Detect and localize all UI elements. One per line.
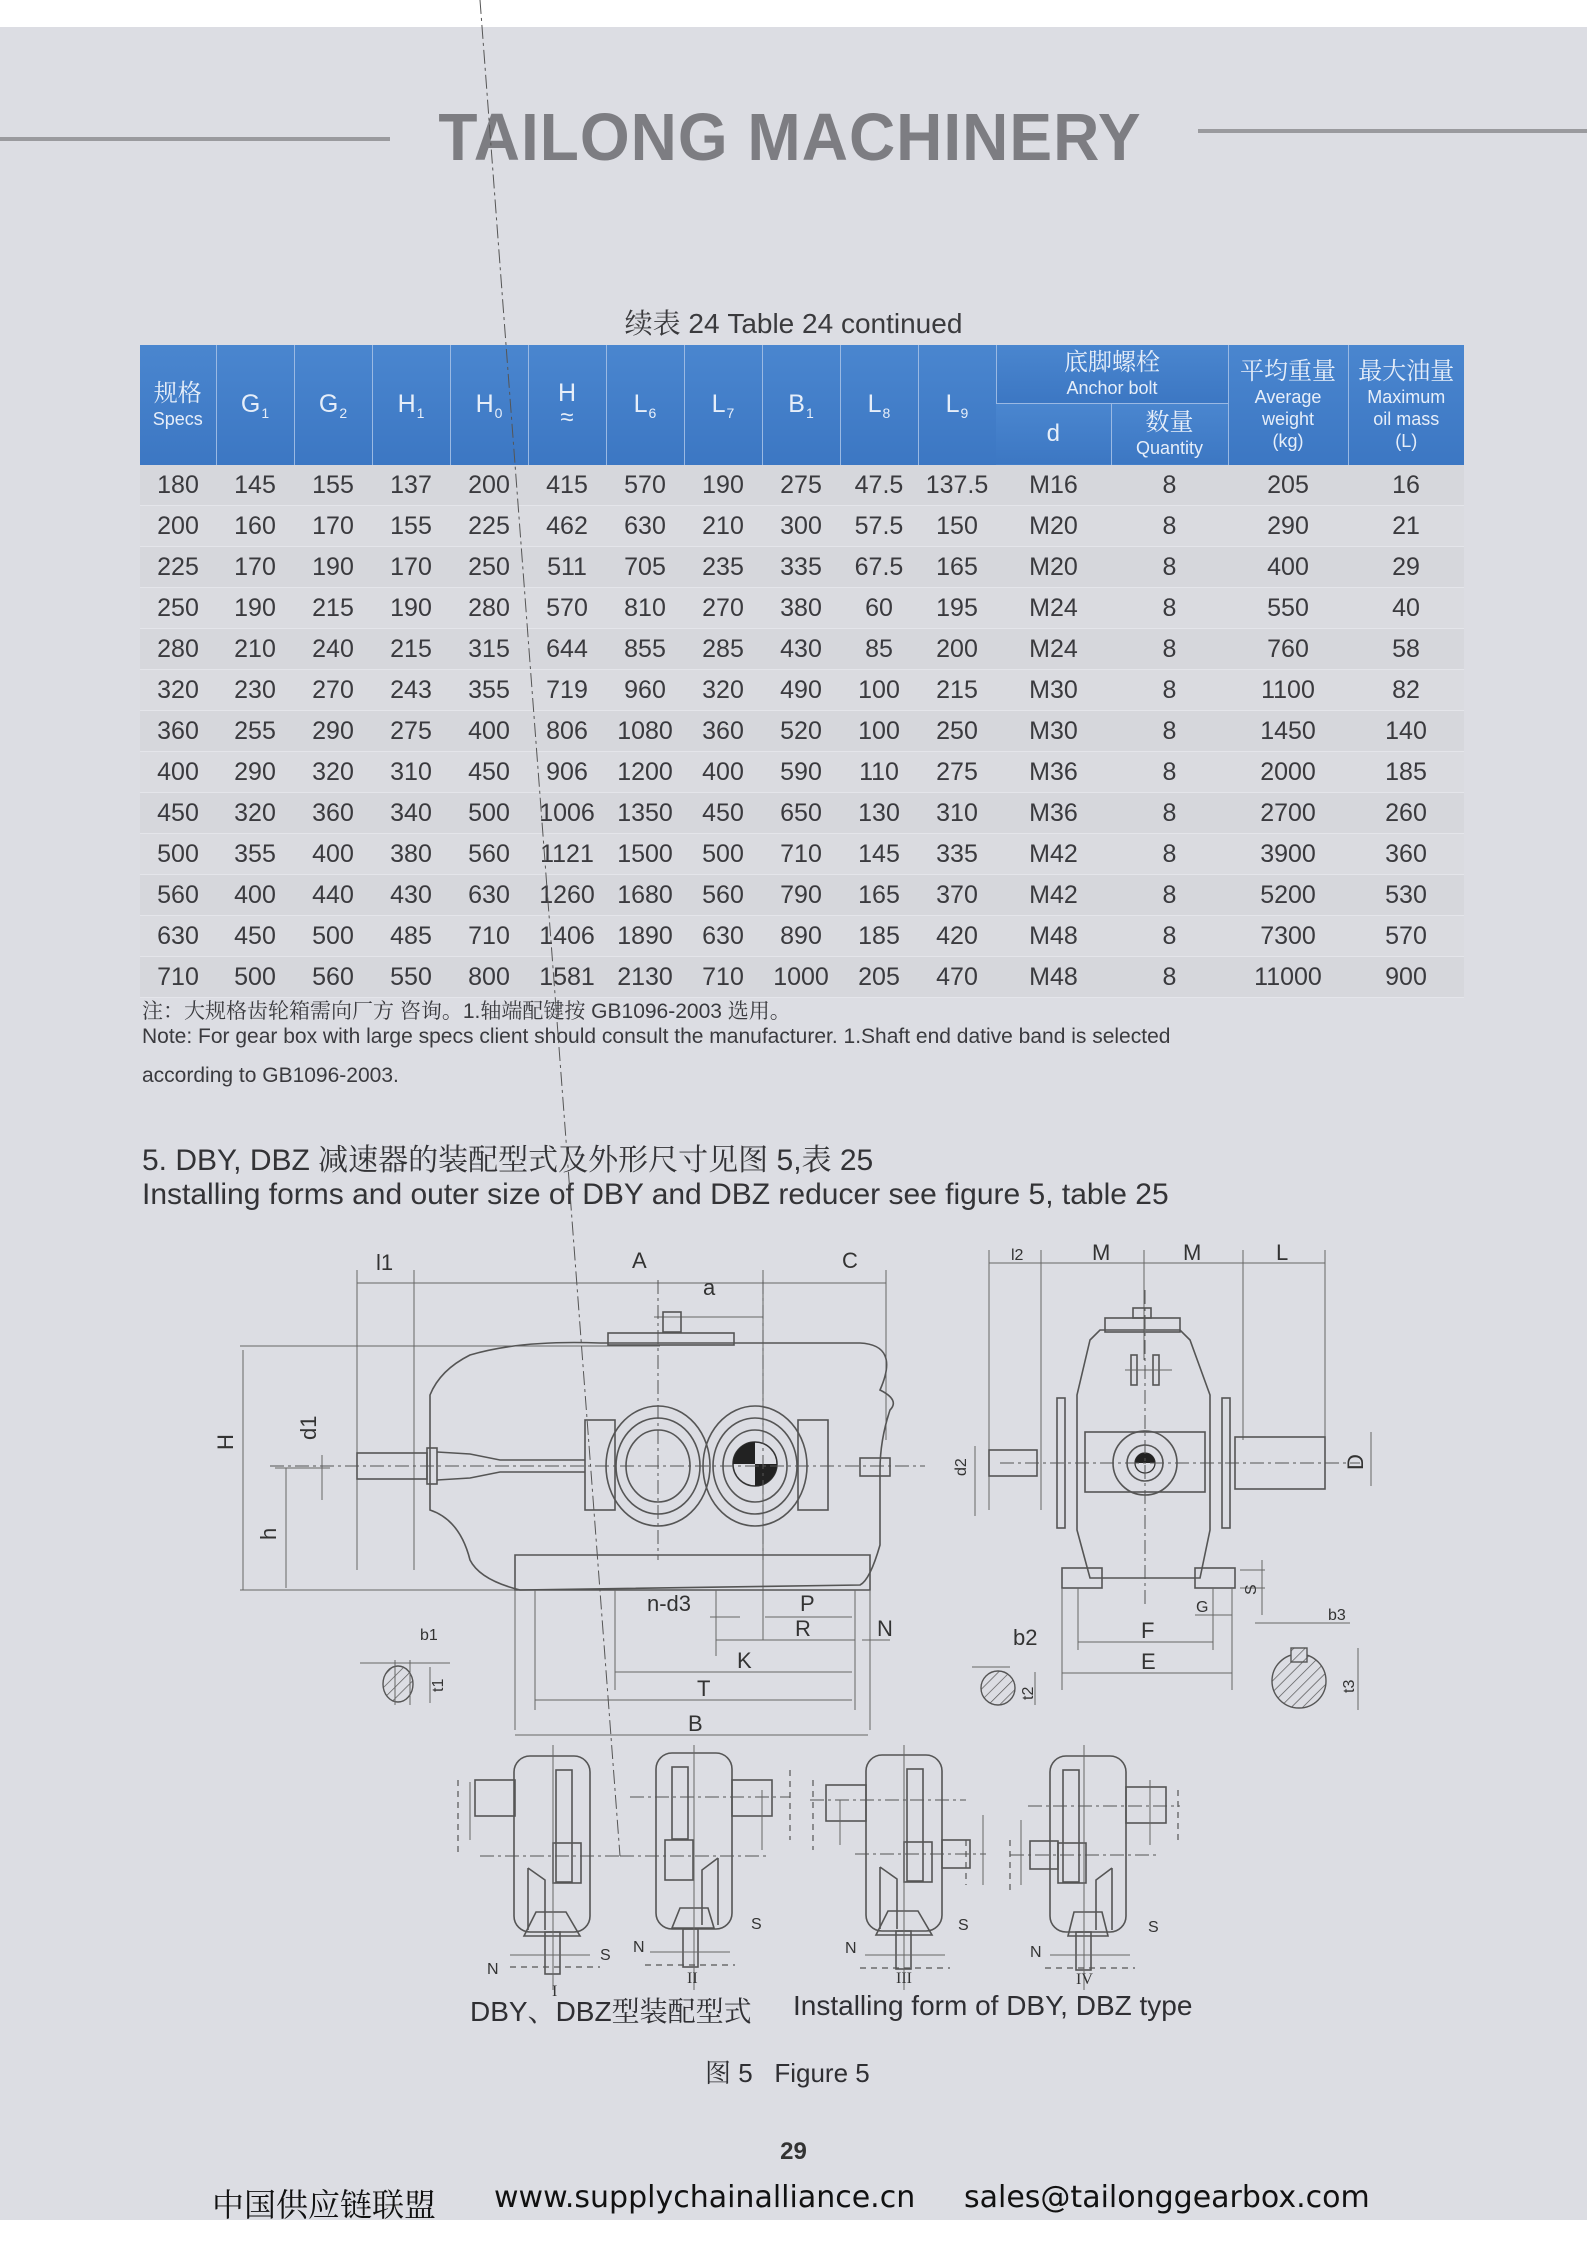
table-cell: 1680 xyxy=(606,875,684,916)
col-symbol: L xyxy=(945,389,960,418)
table-cell: 400 xyxy=(684,752,762,793)
table-cell: 320 xyxy=(684,670,762,711)
table-cell: 430 xyxy=(372,875,450,916)
table-cell: M36 xyxy=(996,752,1111,793)
table-cell: 400 xyxy=(1228,547,1348,588)
col-symbol: L xyxy=(633,389,648,418)
label-F: F xyxy=(1141,1618,1155,1643)
table-cell: 430 xyxy=(762,629,840,670)
col-symbol: B xyxy=(788,389,805,418)
table-cell: 210 xyxy=(684,506,762,547)
label-B: B xyxy=(688,1711,703,1736)
oil-unit: (L) xyxy=(1395,431,1418,451)
installing-form-III xyxy=(810,1745,986,1990)
table-cell: 320 xyxy=(216,793,294,834)
table-cell: 360 xyxy=(1348,834,1464,875)
form-I-s-label: S xyxy=(600,1947,611,1964)
table-cell: 85 xyxy=(840,629,918,670)
oil-en2: oil mass xyxy=(1373,409,1440,429)
table-cell: 170 xyxy=(372,547,450,588)
label-L: L xyxy=(1276,1240,1289,1265)
table-cell: 1500 xyxy=(606,834,684,875)
table-cell: 550 xyxy=(372,957,450,998)
table-cell: 8 xyxy=(1111,752,1228,793)
table-cell: 21 xyxy=(1348,506,1464,547)
col-symbol: L xyxy=(711,389,726,418)
table-cell: 16 xyxy=(1348,465,1464,506)
table-cell: 890 xyxy=(762,916,840,957)
table-cell: 1890 xyxy=(606,916,684,957)
table-cell: 1350 xyxy=(606,793,684,834)
table-cell: 165 xyxy=(840,875,918,916)
table-cell: 155 xyxy=(294,465,372,506)
table-cell: 290 xyxy=(1228,506,1348,547)
table-cell: 710 xyxy=(140,957,216,998)
table-cell: M16 xyxy=(996,465,1111,506)
table-cell: 47.5 xyxy=(840,465,918,506)
table-cell: 380 xyxy=(762,588,840,629)
table-cell: 335 xyxy=(918,834,996,875)
col-subscript: 1 xyxy=(416,404,425,421)
table-cell: 355 xyxy=(216,834,294,875)
table-cell: 250 xyxy=(450,547,528,588)
table-cell: 8 xyxy=(1111,506,1228,547)
table-cell: 1260 xyxy=(528,875,606,916)
table-cell: 11000 xyxy=(1228,957,1348,998)
label-b2: b2 xyxy=(1013,1625,1038,1650)
table-cell: 60 xyxy=(840,588,918,629)
form-III-n-label: N xyxy=(845,1940,857,1957)
table-cell: 67.5 xyxy=(840,547,918,588)
weight-unit: (kg) xyxy=(1272,431,1304,451)
col-symbol: H xyxy=(397,389,416,418)
label-b1: b1 xyxy=(420,1627,438,1644)
table-cell: 8 xyxy=(1111,588,1228,629)
col-approx: ≈ xyxy=(560,404,574,431)
table-cell: 560 xyxy=(294,957,372,998)
label-A: A xyxy=(632,1248,647,1273)
col-symbol: G xyxy=(240,389,261,418)
table-cell: 100 xyxy=(840,711,918,752)
form-IV-numeral: IV xyxy=(1076,1971,1093,1988)
table-cell: 462 xyxy=(528,506,606,547)
table-cell: M20 xyxy=(996,506,1111,547)
forms-caption-cn: DBY、DBZ型装配型式 xyxy=(470,1996,752,2027)
table-cell: 810 xyxy=(606,588,684,629)
table-cell: 2000 xyxy=(1228,752,1348,793)
table-cell: 185 xyxy=(840,916,918,957)
label-C: C xyxy=(842,1248,858,1273)
col-symbol: H xyxy=(475,389,494,418)
table-cell: M24 xyxy=(996,588,1111,629)
table-cell: 225 xyxy=(140,547,216,588)
table-cell: 380 xyxy=(372,834,450,875)
table-cell: 355 xyxy=(450,670,528,711)
table-cell: 360 xyxy=(294,793,372,834)
form-IV-s-label: S xyxy=(1148,1919,1159,1936)
weight-en1: Average xyxy=(1254,387,1322,407)
table-cell: 40 xyxy=(1348,588,1464,629)
table-cell: 8 xyxy=(1111,711,1228,752)
table-cell: 165 xyxy=(918,547,996,588)
col-subscript: 2 xyxy=(339,404,348,421)
table-cell: 8 xyxy=(1111,875,1228,916)
page-number: 29 xyxy=(780,2138,807,2165)
table-cell: 450 xyxy=(140,793,216,834)
table-caption: 续表 24 Table 24 continued xyxy=(624,308,963,339)
label-l1: l1 xyxy=(376,1250,394,1275)
table-cell: 8 xyxy=(1111,793,1228,834)
table-cell: 137 xyxy=(372,465,450,506)
table-cell: 760 xyxy=(1228,629,1348,670)
table-cell: 8 xyxy=(1111,957,1228,998)
table-cell: 800 xyxy=(450,957,528,998)
table-cell: 215 xyxy=(372,629,450,670)
form-II-s-label: S xyxy=(751,1916,762,1933)
table-cell: 370 xyxy=(918,875,996,916)
label-K: K xyxy=(737,1648,752,1673)
label-t3: t3 xyxy=(1341,1679,1358,1693)
table-cell: 415 xyxy=(528,465,606,506)
table-cell: 200 xyxy=(918,629,996,670)
table-cell: 906 xyxy=(528,752,606,793)
label-d2: d2 xyxy=(953,1458,970,1476)
label-n-d3: n-d3 xyxy=(647,1591,692,1616)
table-cell: 200 xyxy=(140,506,216,547)
table-cell: 3900 xyxy=(1228,834,1348,875)
note-en-line1: Note: For gear box with large specs client should consult the manufacturer. 1.Shaft end dative band is selected xyxy=(142,1025,1171,1048)
form-I-n-label: N xyxy=(487,1961,499,1978)
label-G: G xyxy=(1196,1599,1209,1616)
brand-title: TAILONG MACHINERY xyxy=(438,99,1142,175)
table-cell: 705 xyxy=(606,547,684,588)
table-cell: 250 xyxy=(918,711,996,752)
col-subscript: 1 xyxy=(261,404,270,421)
table-cell: 100 xyxy=(840,670,918,711)
table-cell: 58 xyxy=(1348,629,1464,670)
footer-org: 中国供应链联盟 xyxy=(212,2186,437,2224)
table-cell: 400 xyxy=(294,834,372,875)
table-cell: 190 xyxy=(216,588,294,629)
table-cell: M42 xyxy=(996,875,1111,916)
table-cell: 570 xyxy=(1348,916,1464,957)
table-cell: 8 xyxy=(1111,916,1228,957)
table-cell: 360 xyxy=(140,711,216,752)
table-cell: 719 xyxy=(528,670,606,711)
table-cell: 1100 xyxy=(1228,670,1348,711)
installing-form-I xyxy=(458,0,620,1990)
label-a: a xyxy=(703,1275,716,1300)
table-cell: 440 xyxy=(294,875,372,916)
table-cell: 235 xyxy=(684,547,762,588)
label-P: P xyxy=(800,1591,815,1616)
table-cell: 210 xyxy=(216,629,294,670)
label-N: N xyxy=(877,1616,893,1641)
table-cell: 8 xyxy=(1111,834,1228,875)
table-cell: 450 xyxy=(450,752,528,793)
label-T: T xyxy=(697,1676,711,1701)
weight-cn: 平均重量 xyxy=(1240,358,1336,385)
table-cell: 255 xyxy=(216,711,294,752)
table-cell: 8 xyxy=(1111,629,1228,670)
table-cell: 400 xyxy=(450,711,528,752)
oil-cn: 最大油量 xyxy=(1358,358,1455,385)
table-cell: 570 xyxy=(528,588,606,629)
table-cell: 500 xyxy=(216,957,294,998)
table-cell: 1581 xyxy=(528,957,606,998)
table-cell: 270 xyxy=(684,588,762,629)
col-symbol: L xyxy=(867,389,882,418)
table-cell: 650 xyxy=(762,793,840,834)
table-cell: 275 xyxy=(762,465,840,506)
table-cell: 900 xyxy=(1348,957,1464,998)
table-cell: 710 xyxy=(450,916,528,957)
table-cell: 137.5 xyxy=(918,465,996,506)
form-IV-n-label: N xyxy=(1030,1944,1042,1961)
table-cell: 280 xyxy=(450,588,528,629)
label-M-right: M xyxy=(1183,1240,1202,1265)
label-l2: l2 xyxy=(1011,1247,1024,1264)
side-view xyxy=(240,1270,925,1735)
table-cell: 250 xyxy=(140,588,216,629)
table-cell: 205 xyxy=(1228,465,1348,506)
anchor-bolt-cn: 底脚螺栓 xyxy=(1064,348,1160,376)
table-cell: 1450 xyxy=(1228,711,1348,752)
label-t2: t2 xyxy=(1020,1686,1037,1700)
label-S: S xyxy=(1243,1584,1260,1595)
label-H: H xyxy=(213,1434,238,1450)
table-cell: 315 xyxy=(450,629,528,670)
table-cell: M42 xyxy=(996,834,1111,875)
table-cell: 160 xyxy=(216,506,294,547)
table-cell: 1080 xyxy=(606,711,684,752)
table-cell: 145 xyxy=(216,465,294,506)
table-cell: 511 xyxy=(528,547,606,588)
table-cell: 215 xyxy=(918,670,996,711)
table-cell: 400 xyxy=(216,875,294,916)
form-III-s-label: S xyxy=(958,1917,969,1934)
anchor-bolt-en: Anchor bolt xyxy=(1066,377,1158,398)
table-cell: 630 xyxy=(684,916,762,957)
table-cell: 170 xyxy=(216,547,294,588)
table-cell: 310 xyxy=(918,793,996,834)
table-cell: M20 xyxy=(996,547,1111,588)
form-II-n-label: N xyxy=(633,1939,645,1956)
table-cell: 285 xyxy=(684,629,762,670)
table-cell: 180 xyxy=(140,465,216,506)
installing-form-II xyxy=(620,1745,790,1990)
bolt-d-label: d xyxy=(1046,420,1060,448)
table-cell: 485 xyxy=(372,916,450,957)
table-cell: M48 xyxy=(996,916,1111,957)
forms-caption-en: Installing form of DBY, DBZ type xyxy=(793,1990,1193,2021)
table-cell: 2130 xyxy=(606,957,684,998)
label-t1: t1 xyxy=(430,1678,447,1692)
table-cell: 110 xyxy=(840,752,918,793)
table-cell: 560 xyxy=(684,875,762,916)
table-cell: 470 xyxy=(918,957,996,998)
table-cell: 520 xyxy=(762,711,840,752)
note-cn: 注：大规格齿轮箱需向厂方 咨询。1.轴端配键按 GB1096-2003 选用。 xyxy=(142,1000,791,1023)
label-E: E xyxy=(1141,1649,1156,1674)
table-cell: 270 xyxy=(294,670,372,711)
bolt-qty-cn: 数量 xyxy=(1145,409,1194,437)
table-cell: 275 xyxy=(918,752,996,793)
weight-en2: weight xyxy=(1261,409,1315,429)
table-cell: 57.5 xyxy=(840,506,918,547)
table-cell: 82 xyxy=(1348,670,1464,711)
table-cell: 185 xyxy=(1348,752,1464,793)
table-cell: 260 xyxy=(1348,793,1464,834)
table-cell: 320 xyxy=(140,670,216,711)
table-cell: 490 xyxy=(762,670,840,711)
col-symbol: H xyxy=(557,379,577,407)
col-subscript: 1 xyxy=(805,404,814,421)
table-cell: 500 xyxy=(684,834,762,875)
col-subscript: 7 xyxy=(726,404,735,421)
label-R: R xyxy=(795,1616,811,1641)
table-cell: 360 xyxy=(684,711,762,752)
table-cell: 7300 xyxy=(1228,916,1348,957)
table-cell: 335 xyxy=(762,547,840,588)
table-cell: 310 xyxy=(372,752,450,793)
table-cell: 140 xyxy=(1348,711,1464,752)
table-cell: 190 xyxy=(684,465,762,506)
table-cell: 1006 xyxy=(528,793,606,834)
table-cell: 290 xyxy=(216,752,294,793)
table-cell: 400 xyxy=(140,752,216,793)
table-cell: 8 xyxy=(1111,465,1228,506)
figure-caption: 图 5 Figure 5 xyxy=(705,2058,870,2088)
col-subscript: 9 xyxy=(960,404,969,421)
table-cell: 1406 xyxy=(528,916,606,957)
specs-cn: 规格 xyxy=(153,380,202,407)
table-cell: 960 xyxy=(606,670,684,711)
table-cell: 630 xyxy=(606,506,684,547)
label-h: h xyxy=(256,1527,281,1540)
table-cell: 2700 xyxy=(1228,793,1348,834)
table-cell: 710 xyxy=(684,957,762,998)
table-cell: M24 xyxy=(996,629,1111,670)
label-d1: d1 xyxy=(296,1415,321,1440)
form-II-numeral: II xyxy=(687,1970,698,1987)
table-cell: M30 xyxy=(996,711,1111,752)
form-III-numeral: III xyxy=(896,1970,912,1987)
table-cell: 1200 xyxy=(606,752,684,793)
table-cell: 8 xyxy=(1111,670,1228,711)
table-cell: 275 xyxy=(372,711,450,752)
oil-en1: Maximum xyxy=(1367,387,1446,407)
table-cell: 240 xyxy=(294,629,372,670)
col-subscript: 8 xyxy=(882,404,891,421)
section-heading-en: Installing forms and outer size of DBY and DBZ reducer see figure 5, table 25 xyxy=(142,1178,1169,1211)
footer-url[interactable]: www.supplychainalliance.cn xyxy=(494,2180,916,2215)
table-cell: 243 xyxy=(372,670,450,711)
table-cell: 190 xyxy=(372,588,450,629)
table-cell: 8 xyxy=(1111,547,1228,588)
table-cell: 500 xyxy=(294,916,372,957)
label-D: D xyxy=(1343,1454,1368,1470)
specs-en: Specs xyxy=(152,409,203,429)
table-cell: 710 xyxy=(762,834,840,875)
table-cell: 205 xyxy=(840,957,918,998)
table-cell: 215 xyxy=(294,588,372,629)
table-cell: 590 xyxy=(762,752,840,793)
table-cell: 806 xyxy=(528,711,606,752)
table-cell: M30 xyxy=(996,670,1111,711)
footer-email[interactable]: sales@tailonggearbox.com xyxy=(964,2180,1370,2215)
table-cell: 150 xyxy=(918,506,996,547)
table-cell: 500 xyxy=(140,834,216,875)
table-cell: 560 xyxy=(140,875,216,916)
table-cell: 155 xyxy=(372,506,450,547)
table-cell: 530 xyxy=(1348,875,1464,916)
table-cell: 5200 xyxy=(1228,875,1348,916)
table-cell: 1000 xyxy=(762,957,840,998)
table-cell: 855 xyxy=(606,629,684,670)
table-cell: 450 xyxy=(684,793,762,834)
table-cell: 420 xyxy=(918,916,996,957)
table-cell: 630 xyxy=(140,916,216,957)
table-cell: 790 xyxy=(762,875,840,916)
table-cell: 230 xyxy=(216,670,294,711)
bolt-qty-en: Quantity xyxy=(1135,438,1204,459)
table-cell: 560 xyxy=(450,834,528,875)
col-subscript: 0 xyxy=(494,404,503,421)
label-M-left: M xyxy=(1092,1240,1111,1265)
table-cell: 200 xyxy=(450,465,528,506)
table-cell: 195 xyxy=(918,588,996,629)
table-cell: 500 xyxy=(450,793,528,834)
section-heading-cn: 5. DBY, DBZ 减速器的装配型式及外形尺寸见图 5,表 25 xyxy=(142,1144,874,1177)
table-cell: 145 xyxy=(840,834,918,875)
table-cell: 280 xyxy=(140,629,216,670)
table-cell: 340 xyxy=(372,793,450,834)
form-I-numeral: I xyxy=(552,1983,558,2000)
table-cell: 320 xyxy=(294,752,372,793)
table-cell: M36 xyxy=(996,793,1111,834)
col-symbol: G xyxy=(318,389,339,418)
table-cell: 550 xyxy=(1228,588,1348,629)
table-cell: 570 xyxy=(606,465,684,506)
table-cell: 300 xyxy=(762,506,840,547)
table-cell: 130 xyxy=(840,793,918,834)
table-cell: 630 xyxy=(450,875,528,916)
col-subscript: 6 xyxy=(648,404,657,421)
table-cell: 225 xyxy=(450,506,528,547)
table-cell: 1121 xyxy=(528,834,606,875)
table-cell: 170 xyxy=(294,506,372,547)
table-cell: 450 xyxy=(216,916,294,957)
table-cell: 290 xyxy=(294,711,372,752)
table-cell: 190 xyxy=(294,547,372,588)
label-b3: b3 xyxy=(1328,1607,1346,1624)
table-cell: 644 xyxy=(528,629,606,670)
table-cell: 29 xyxy=(1348,547,1464,588)
note-en-line2: according to GB1096-2003. xyxy=(142,1064,399,1087)
table-cell: M48 xyxy=(996,957,1111,998)
